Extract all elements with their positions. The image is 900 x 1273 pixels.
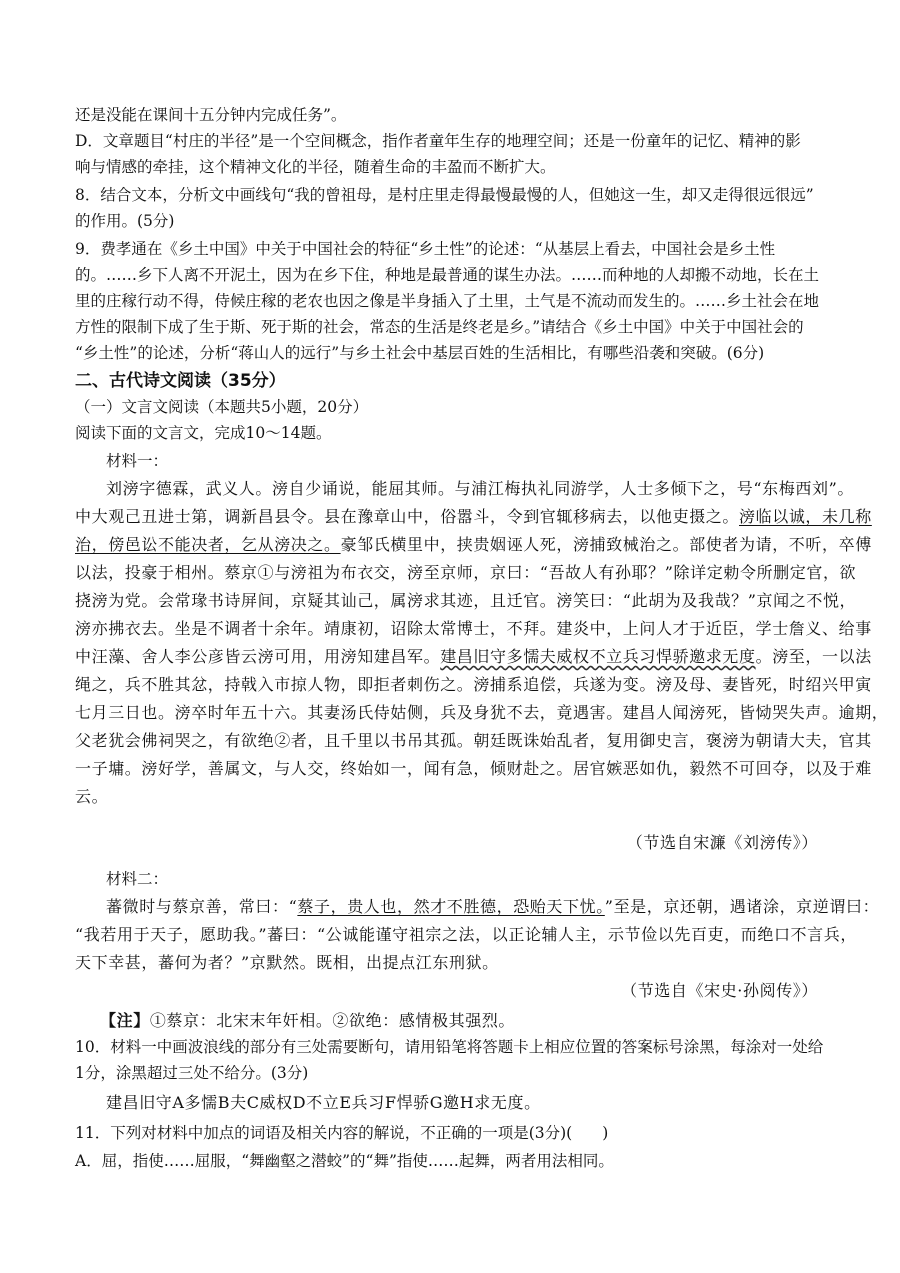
material2-source: （节选自《宋史·孙阅传》） [621, 981, 818, 1000]
material2-text: 蕃微时与蔡京善，常曰：“ [106, 897, 298, 916]
material1-line [75, 534, 872, 556]
q8-line1: 8．结合文本，分析文中画线句“我的曾祖母，是村庄里走得最慢最慢的人，但她这一生，却又走得很远很远” [75, 186, 814, 204]
section2-heading: 二、古代诗文阅读（35分） [75, 371, 286, 391]
q9-line3: 里的庄稼行动不得，侍候庄稼的老农也因之像是半身插入了土里，土气是不流动而发生的。……乡土社会在地 [75, 292, 820, 310]
q10-line2: 1分，涂黑超过三处不给分。(3分) [75, 1064, 309, 1082]
q11-stem-text: 11．下列对材料中加点的词语及相关内容的解说，不正确的一项是(3分)( [75, 1124, 573, 1142]
q7-option-c-tail: 还是没能在课间十五分钟内完成任务”。 [75, 106, 347, 124]
material1-text: 中汪藻、舍人李公彦皆云滂可用，用滂知建昌军。 [75, 647, 441, 666]
q9-line1: 9．费孝通在《乡土中国》中关于中国社会的特征“乡土性”的论述：“从基层上看去，中国社会是乡土性 [75, 240, 776, 258]
q9-line2: 的。……乡下人离不开泥土，因为在乡下住，种地是最普通的谋生办法。……而种地的人却搬不动地，长在土 [75, 266, 820, 284]
material1-line: 刘滂字德霖，武义人。滂自少诵说，能屈其师。与浦江梅执礼同游学，人士多倾下之，号“东梅西刘”。 [106, 479, 854, 498]
annotation-note [100, 1010, 860, 1032]
subsection1-title: （一）文言文阅读（本题共5小题，20分） [75, 398, 369, 416]
material1-label: 材料一： [106, 452, 169, 470]
q8-line2: 的作用。(5分) [75, 212, 175, 230]
material1-line [75, 646, 872, 668]
material2-label: 材料二： [106, 870, 169, 888]
q11-stem [75, 1122, 835, 1144]
material2-underlined-sentence: 蔡子，贵人也，然才不胜德，恐贻天下忧。 [297, 897, 605, 916]
material1-wavy-sentence: 建昌旧守多懦夫威权不立兵习悍骄邀求无度 [440, 647, 756, 666]
material2-line: 天下幸甚，蕃何为者？”京默然。既相，出提点江东刑狱。 [75, 953, 499, 972]
material1-line: 云。 [75, 787, 109, 806]
material1-line [75, 506, 872, 528]
material1-line: 滂亦拂衣去。坐是不调者十余年。靖康初，诏除太常博士，不拜。建炎中，上问人才于近臣，学士詹义、给事 [75, 619, 872, 638]
q9-line4: 方性的限制下成了生于斯、死于斯的社会，常态的生活是终老是乡。”请结合《乡土中国》中关于中国社会的 [75, 318, 804, 336]
q7-option-d-line2: 响与情感的牵挂，这个精神文化的半径，随着生命的丰盈而不断扩大。 [75, 158, 556, 176]
material1-line: 绳之，兵不胜其忿，持戟入市掠人物，即拒者刺伤之。滂捕系追偿，兵遂为变。滂及母、妻皆死，时绍兴甲寅 [75, 675, 872, 694]
q10-options: 建昌旧守A多懦B夫C威权D不立E兵习F悍骄G邀H求无度。 [106, 1093, 541, 1112]
q11-option-a: A．屈，指使……屈服，“舞幽壑之潜蛟”的“舞”指使……起舞，两者用法相同。 [75, 1152, 614, 1170]
note-text: ①蔡京：北宋末年奸相。②欲绝：感情极其强烈。 [149, 1011, 516, 1030]
material1-line: 一子墉。滂好学，善属文，与人交，终始如一，闻有急，倾财赴之。居官嫉恶如仇，毅然不可回夺，以及于难 [75, 759, 872, 778]
reading-instruction: 阅读下面的文言文，完成10～14题。 [75, 424, 332, 442]
q9-line5: “乡土性”的论述，分析“蒋山人的远行”与乡土社会中基层百姓的生活相比，有哪些沿袭和突破。(6分) [75, 344, 765, 362]
note-label: 【注】 [100, 1011, 150, 1030]
q10-line1: 10．材料一中画波浪线的部分有三处需要断句，请用铅笔将答题卡上相应位置的答案标号涂黑，每涂对一处给 [75, 1038, 824, 1056]
q11-close-paren: ) [602, 1124, 609, 1142]
material1-text: 。滂至，一以法 [755, 647, 872, 666]
material1-underlined-sentence: 治，傍邑讼不能决者，乞从滂决之。 [75, 535, 341, 554]
material1-line: 挠滂为党。会常瑑书诗屏间，京疑其讪己，属滂求其迹，且迁官。滂笑曰：“此胡为及我哉？”京闻之不悦， [75, 591, 857, 610]
q7-option-d-line1: D．文章题目“村庄的半径”是一个空间概念，指作者童年生存的地理空间；还是一份童年的记忆、精神的影 [75, 132, 801, 150]
material2-text: ”至是，京还朝，遇诸涂，京逆谓曰： [604, 897, 880, 916]
material2-line: “我若用于天子，愿助我。”蕃曰：“公诚能谨守祖宗之法，以正论辅人主，示节俭以先百吏，而绝口不言兵， [75, 925, 857, 944]
material1-text: 中大观己丑进士第，调新昌县令。县在豫章山中，俗嚣斗，令到官辄移病去，以他吏摄之。 [75, 507, 740, 526]
material1-source: （节选自宋濂《刘滂传》） [626, 833, 818, 852]
material1-text: 豪邹氏横里中，挟贵姻诬人死，滂捕致械治之。部使者为请，不听，卒傅 [340, 535, 872, 554]
material1-line: 七月三日也。滂卒时年五十六。其妻汤氏侍姑侧，兵及身犹不去，竟遇害。建昌人闻滂死，皆恸哭失声。逾期， [75, 703, 889, 722]
material1-underlined-sentence: 滂临以诚，未几称 [739, 507, 872, 526]
material2-line [106, 896, 880, 918]
material1-line: 以法，投豪于相州。蔡京①与滂祖为布衣交，滂至京师，京曰：“吾故人有孙耶？”除详定勅令所删定官，欲 [75, 563, 857, 582]
material1-line: 父老犹会佛祠哭之，有欲绝②者，且千里以书吊其孤。朝廷既诛始乱者，复用御史言，褒滂为朝请大夫，官其 [75, 731, 872, 750]
